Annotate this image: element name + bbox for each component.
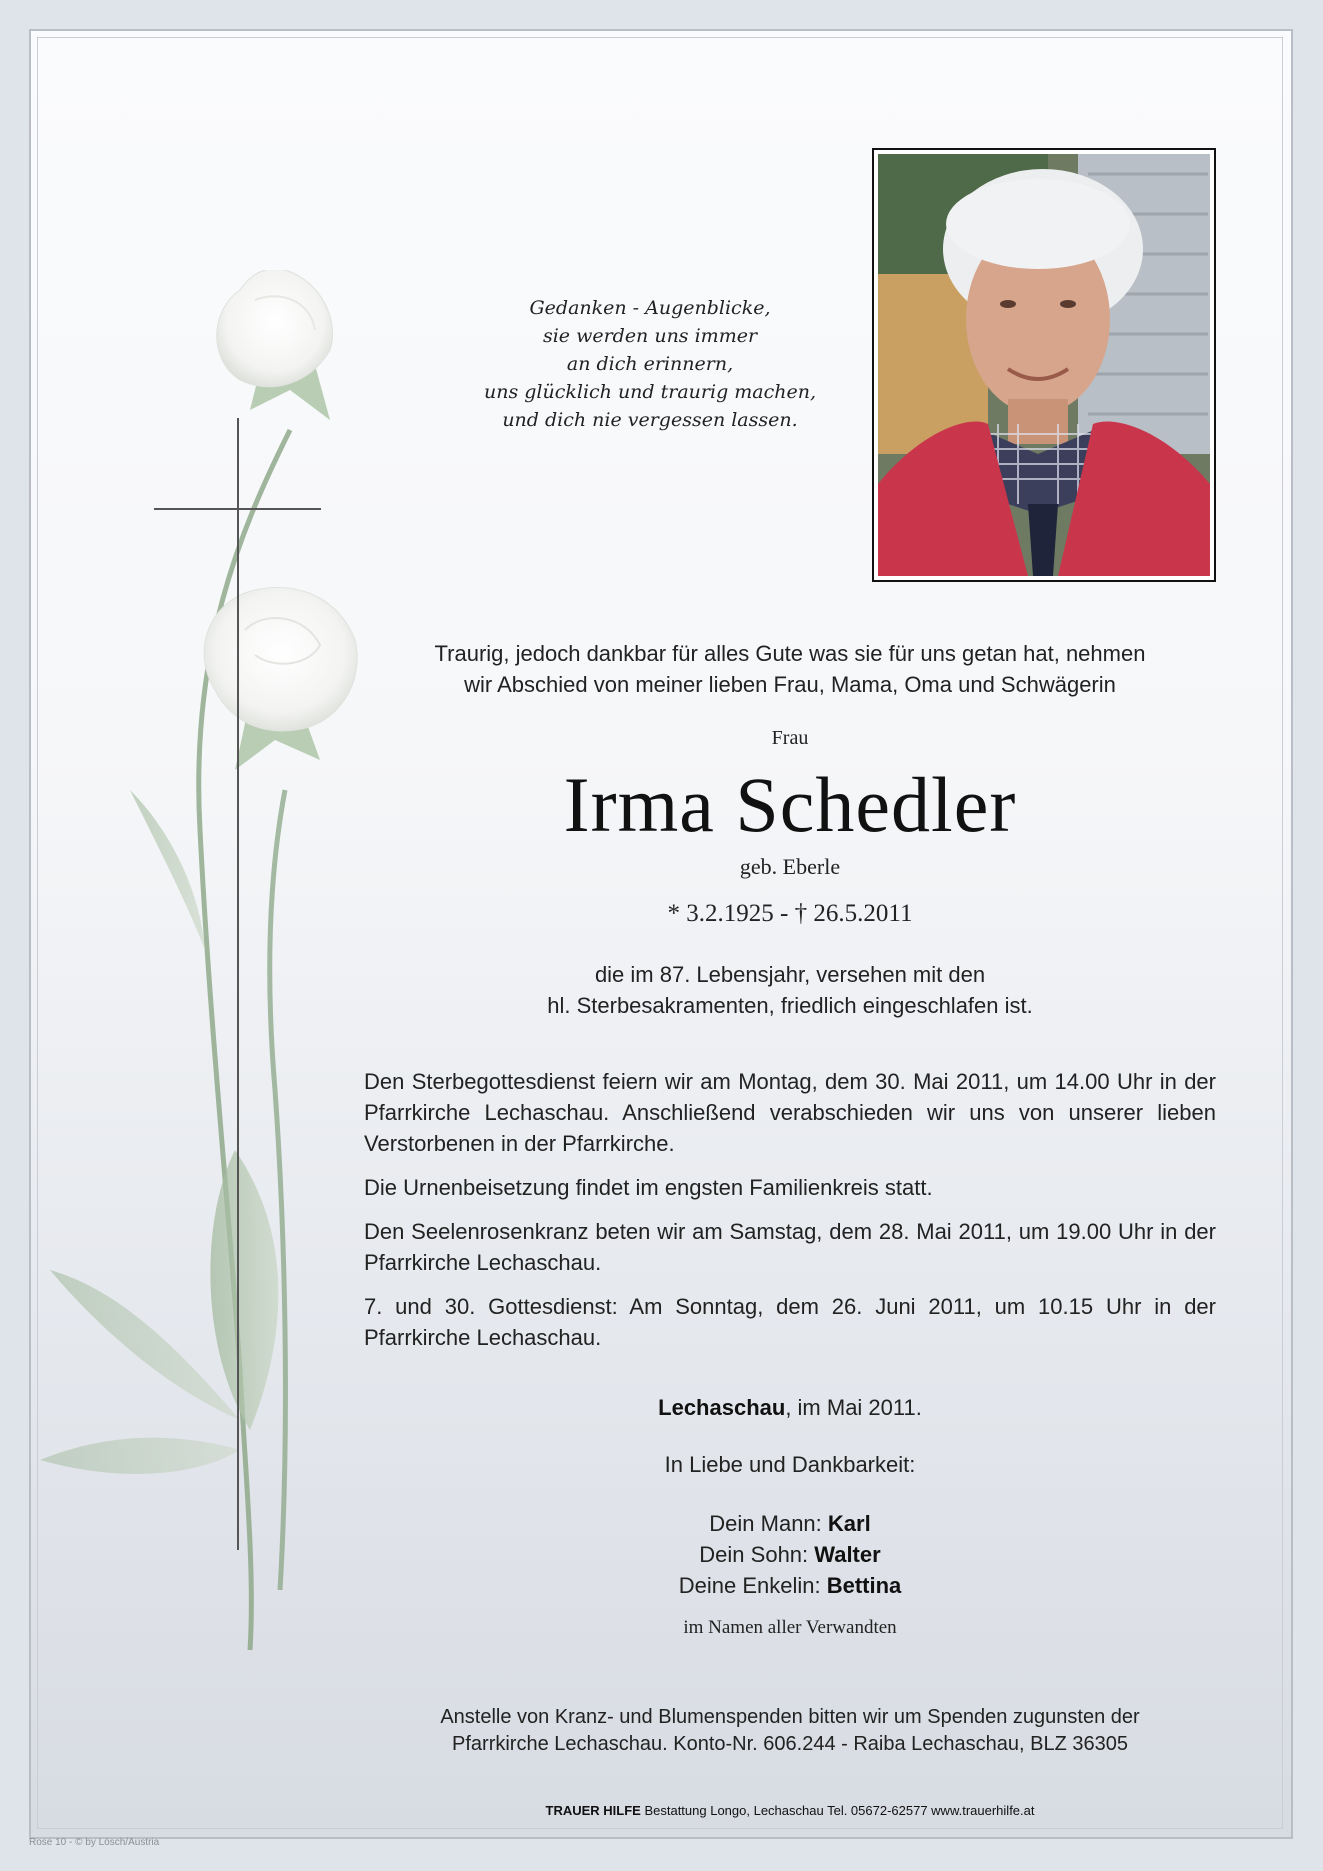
poem-line: und dich nie vergessen lassen.: [502, 409, 798, 431]
place-date-suffix: , im Mai 2011.: [785, 1395, 922, 1420]
mourner-entry: [365, 1539, 1215, 1570]
portrait-illustration: [878, 154, 1210, 576]
image-credit: Rose 10 - © by Lösch/Austria: [29, 1837, 160, 1848]
salutation: Frau: [771, 727, 809, 749]
donation-line: Anstelle von Kranz- und Blumenspenden bitten wir um Spenden zugunsten der: [440, 1706, 1140, 1728]
mourner-role: Dein Sohn:: [699, 1542, 815, 1567]
rosary-paragraph: Den Seelenrosenkranz beten wir am Samstag, dem 28. Mai 2011, um 19.00 Uhr in der Pfarrkirche Lechaschau.: [364, 1219, 1216, 1275]
urn-burial-paragraph: Die Urnenbeisetzung findet im engsten Familienkreis statt.: [364, 1175, 933, 1200]
donation-line: Pfarrkirche Lechaschau. Konto-Nr. 606.244 - Raiba Lechaschau, BLZ 36305: [452, 1733, 1128, 1755]
passing-statement: [365, 959, 1215, 1021]
mourner-name: Walter: [814, 1542, 881, 1567]
farewell-phrase: In Liebe und Dankbarkeit:: [664, 1452, 916, 1477]
deceased-name: Irma Schedler: [563, 761, 1017, 848]
white-roses-illustration: [40, 270, 400, 1670]
on-behalf-line: im Namen aller Verwandten: [683, 1617, 897, 1638]
intro-line: wir Abschied von meiner lieben Frau, Mama, Oma und Schwägerin: [464, 672, 1116, 697]
poem-line: sie werden uns immer: [542, 325, 758, 347]
memorial-mass-paragraph: 7. und 30. Gottesdienst: Am Sonntag, dem 26. Juni 2011, um 10.15 Uhr in der Pfarrkirche Lechaschau.: [364, 1294, 1216, 1350]
mourner-name: Karl: [827, 1511, 871, 1536]
maiden-name: geb. Eberle: [739, 854, 841, 879]
funeral-home-brand: TRAUER HILFE: [545, 1803, 641, 1818]
memorial-poem: [460, 294, 840, 434]
funeral-home-contact: Bestattung Longo, Lechaschau Tel. 05672-62577 www.trauerhilfe.at: [640, 1803, 1035, 1818]
poem-line: Gedanken - Augenblicke,: [529, 297, 771, 319]
intro-text: [365, 638, 1215, 700]
funeral-home-footer: [365, 1803, 1215, 1818]
funeral-mass-paragraph: Den Sterbegottesdienst feiern wir am Montag, dem 30. Mai 2011, um 14.00 Uhr in der Pfarrkirche Lechaschau. Anschließend verabschieden wir uns von unserer lieben Verstorbenen in der Pfarrkirche.: [364, 1069, 1216, 1156]
mourner-role: Deine Enkelin:: [678, 1573, 827, 1598]
poem-line: an dich erinnern,: [566, 353, 734, 375]
mourner-entry: [365, 1570, 1215, 1601]
cross-vertical-bar: [237, 418, 239, 1550]
intro-line: Traurig, jedoch dankbar für alles Gute was sie für uns getan hat, nehmen: [434, 641, 1146, 666]
mourner-role: Dein Mann:: [709, 1511, 828, 1536]
life-dates: * 3.2.1925 - † 26.5.2011: [667, 900, 913, 927]
cross-horizontal-bar: [154, 508, 321, 510]
mourner-entry: [365, 1508, 1215, 1539]
mourner-name: Bettina: [826, 1573, 902, 1598]
donation-notice: [365, 1704, 1215, 1758]
place-name: Lechaschau: [658, 1395, 786, 1420]
mourners-list: [365, 1508, 1215, 1601]
passing-line: hl. Sterbesakramenten, friedlich eingeschlafen ist.: [547, 993, 1033, 1018]
portrait-photo: [872, 148, 1216, 582]
poem-line: uns glücklich und traurig machen,: [483, 381, 817, 403]
place-date: [365, 1395, 1215, 1421]
service-details: [364, 1066, 1216, 1366]
passing-line: die im 87. Lebensjahr, versehen mit den: [594, 962, 986, 987]
